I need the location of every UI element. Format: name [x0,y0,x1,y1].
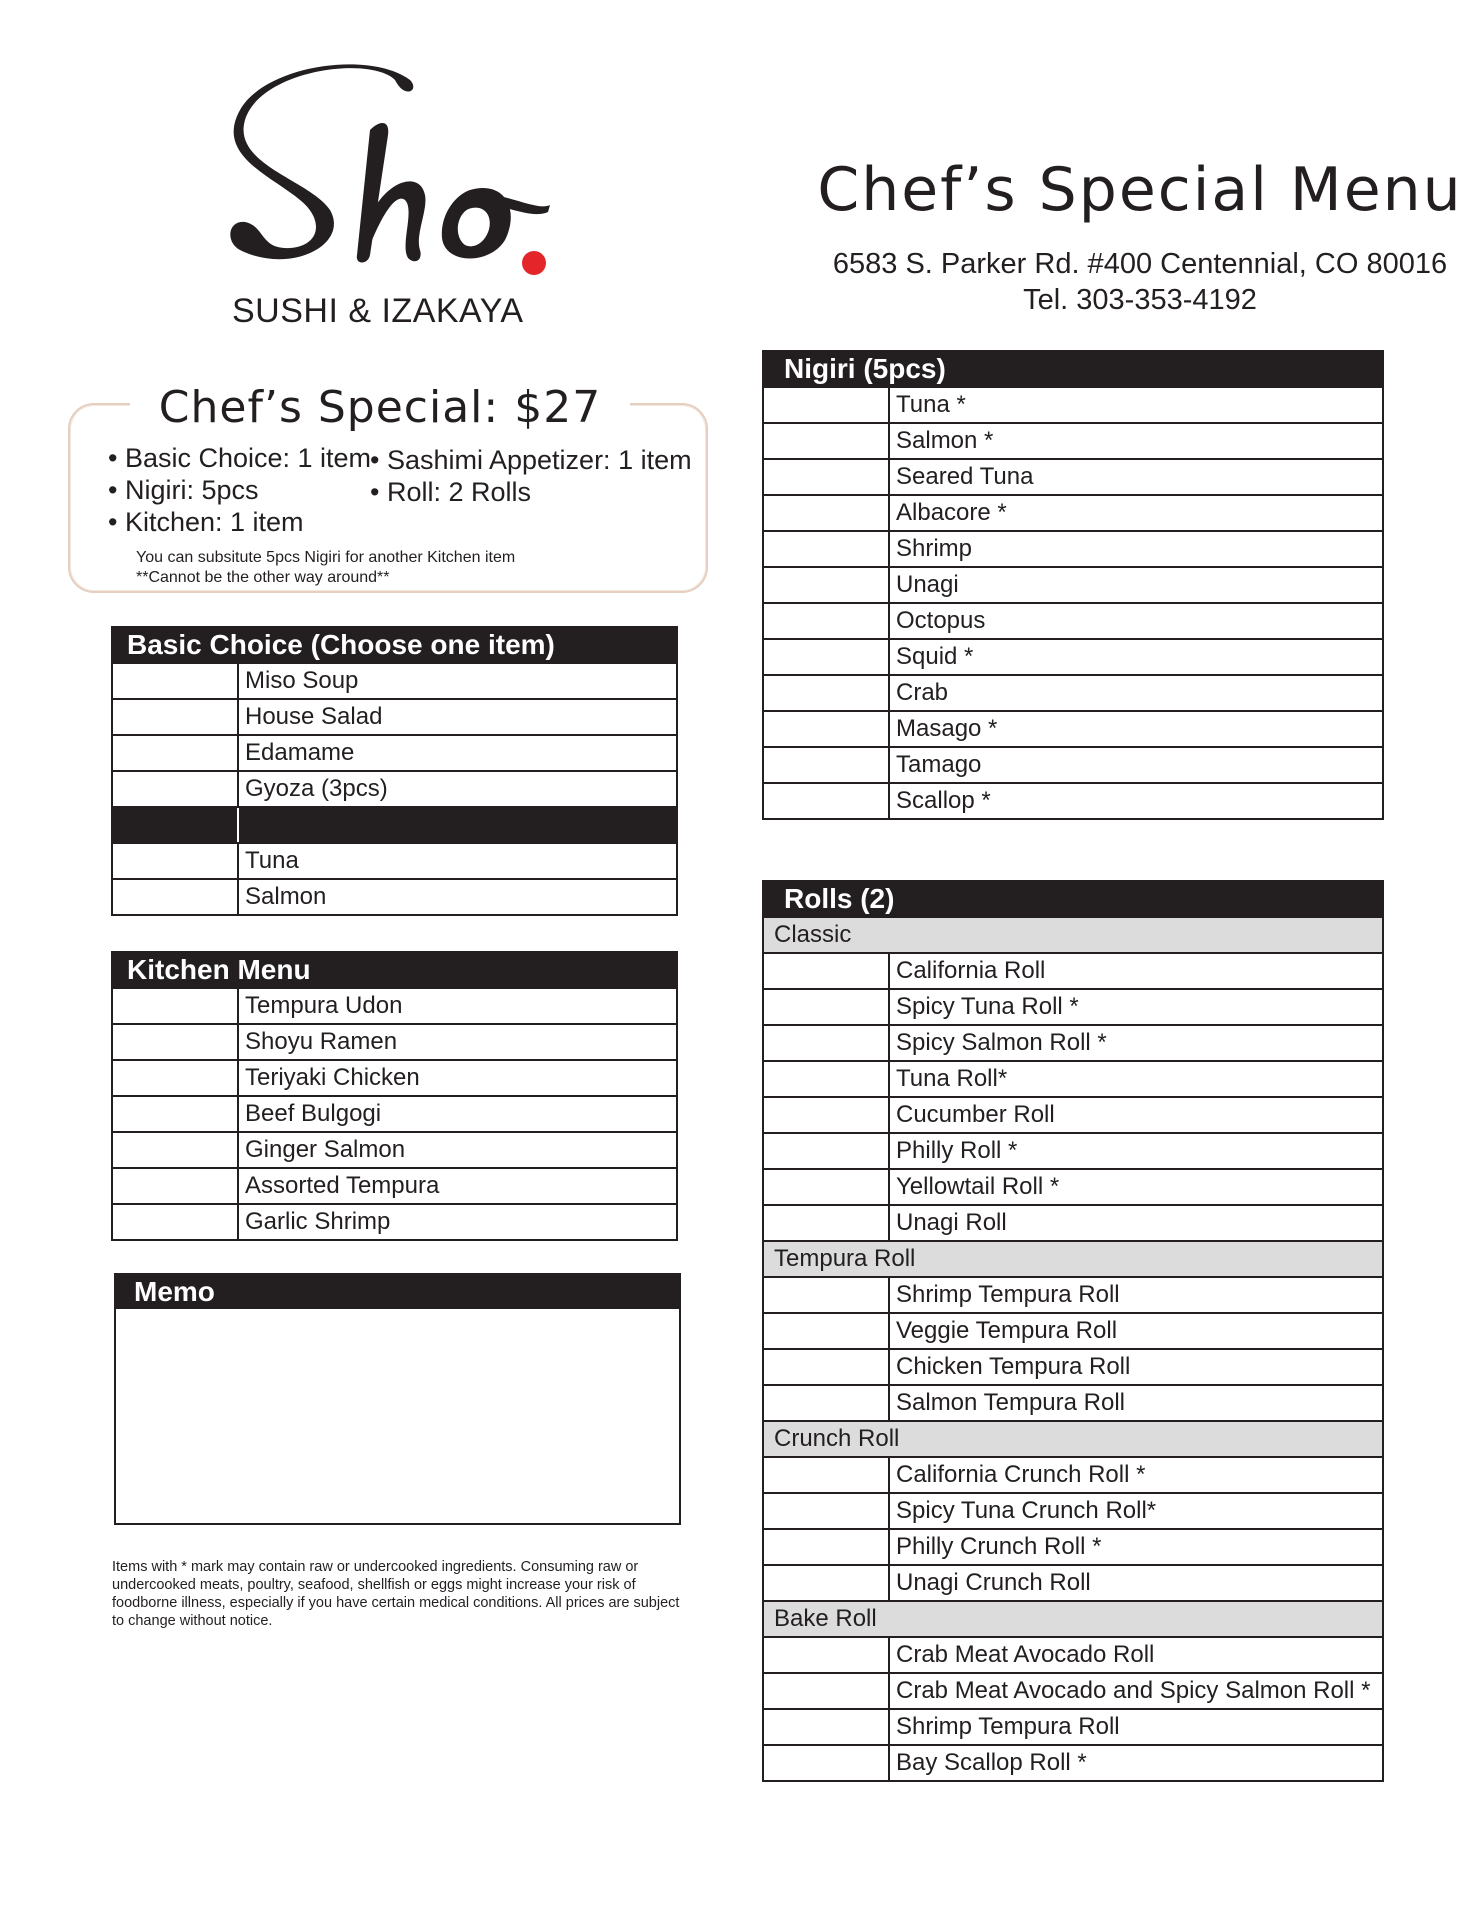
item-name: Edamame [245,739,355,766]
table-row[interactable] [764,1168,1382,1204]
special-item: • Kitchen: 1 item [108,507,304,537]
checkbox-cell[interactable] [113,989,239,1023]
checkbox-cell[interactable] [764,532,890,566]
item-name: Crab [896,679,949,706]
disclaimer: Items with * mark may contain raw or undercooked ingredients. Consuming raw or undercooked meats, poultry, seafood, shellfish or eggs might increase your risk of foodborne illness, especially if you have certain medical conditions. All prices are subject to change without notice. [112,1559,680,1629]
table-row[interactable] [764,1636,1382,1672]
item-name: Albacore * [896,499,1007,526]
checkbox-cell[interactable] [764,496,890,530]
item-name: House Salad [245,703,383,730]
logo-red-dot [522,251,546,275]
item-name: Seared Tuna [896,463,1034,490]
special-note [136,548,515,588]
table-row[interactable] [764,1564,1382,1600]
table-row[interactable] [764,494,1382,530]
memo-header: Memo [116,1275,679,1309]
table-divider-row [113,806,676,842]
checkbox-cell[interactable] [764,640,890,674]
item-name: Philly Crunch Roll * [896,1533,1102,1560]
item-name: Spicy Salmon Roll * [896,1029,1107,1056]
item-name: Shoyu Ramen [245,1028,398,1055]
item-name: Tuna * [896,391,966,418]
checkbox-cell[interactable] [764,460,890,494]
table-row[interactable] [764,1312,1382,1348]
checkbox-cell[interactable] [764,1314,890,1348]
checkbox-cell[interactable] [764,1494,890,1528]
table-row[interactable] [764,1348,1382,1384]
roll-category: Classic [764,916,1382,952]
checkbox-cell[interactable] [113,700,239,734]
table-row[interactable] [764,952,1382,988]
table-row[interactable] [764,1384,1382,1420]
item-name: Unagi Roll [896,1209,1007,1236]
checkbox-cell[interactable] [113,880,239,914]
item-name: Assorted Tempura [245,1172,440,1199]
item-name: Miso Soup [245,667,359,694]
checkbox-cell[interactable] [764,676,890,710]
item-name: Beef Bulgogi [245,1100,382,1127]
special-item: • Nigiri: 5pcs [108,475,259,505]
sho-logo-mark [220,60,550,290]
item-name: Salmon Tempura Roll [896,1389,1125,1416]
table-row[interactable] [113,1095,676,1131]
special-title: Chef’s Special: $27 [130,382,630,433]
table-row[interactable] [113,1059,676,1095]
item-name: Veggie Tempura Roll [896,1317,1118,1344]
roll-category: Crunch Roll [764,1420,1382,1456]
item-name: Ginger Salmon [245,1136,406,1163]
item-name: Crab Meat Avocado Roll [896,1641,1155,1668]
table-row[interactable] [764,1060,1382,1096]
item-name: Shrimp Tempura Roll [896,1281,1120,1308]
kitchen-table [111,951,678,1241]
table-row[interactable] [764,782,1382,818]
special-note-line: You can subsitute 5pcs Nigiri for another Kitchen item [136,549,516,566]
item-name: Gyoza (3pcs) [245,775,388,802]
item-name: Salmon [245,883,327,910]
checkbox-cell[interactable] [764,1386,890,1420]
checkbox-cell[interactable] [764,388,890,422]
table-row[interactable] [113,878,676,914]
item-name: Bay Scallop Roll * [896,1749,1087,1776]
checkbox-cell[interactable] [764,954,890,988]
checkbox-cell[interactable] [113,664,239,698]
item-name: Cucumber Roll [896,1101,1055,1128]
item-name: Shrimp Tempura Roll [896,1713,1120,1740]
item-name: California Roll [896,957,1046,984]
table-row[interactable] [764,1744,1382,1780]
checkbox-cell[interactable] [764,1350,890,1384]
item-name: Unagi [896,571,959,598]
checkbox-cell[interactable] [764,1530,890,1564]
table-row[interactable] [764,1672,1382,1708]
table-row[interactable] [764,1024,1382,1060]
checkbox-cell[interactable] [113,1133,239,1167]
item-name: Spicy Tuna Crunch Roll* [896,1497,1157,1524]
rolls-rows [764,916,1382,1780]
item-name [239,808,245,842]
table-row[interactable] [764,386,1382,422]
item-name: Shrimp [896,535,973,562]
table-row[interactable] [764,1276,1382,1312]
item-name: Squid * [896,643,974,670]
checkbox-cell[interactable] [764,1026,890,1060]
special-right-list [370,444,692,508]
item-name: Crab Meat Avocado and Spicy Salmon Roll * [896,1677,1371,1704]
item-name: Chicken Tempura Roll [896,1353,1131,1380]
item-name: Garlic Shrimp [245,1208,391,1235]
roll-category: Tempura Roll [764,1240,1382,1276]
nigiri-rows [764,386,1382,818]
table-row[interactable] [764,674,1382,710]
nigiri-table [762,350,1384,820]
basic-choice-header: Basic Choice (Choose one item) [113,628,676,662]
item-name: Unagi Crunch Roll [896,1569,1091,1596]
item-name: Tamago [896,751,982,778]
table-row[interactable] [764,458,1382,494]
checkbox-cell[interactable] [764,1458,890,1492]
logo-tagline: SUSHI & IZAKAYA [232,292,524,330]
checkbox-cell[interactable] [764,1638,890,1672]
kitchen-header: Kitchen Menu [113,953,676,987]
page-title: Chef’s Special Menu [817,155,1463,225]
table-row[interactable] [764,988,1382,1024]
item-name: Tempura Udon [245,992,403,1019]
table-row[interactable] [113,770,676,806]
table-row[interactable] [764,1528,1382,1564]
table-row[interactable] [764,1708,1382,1744]
checkbox-cell[interactable] [113,1097,239,1131]
item-name: Masago * [896,715,998,742]
checkbox-cell[interactable] [764,1170,890,1204]
checkbox-cell[interactable] [764,568,890,602]
checkbox-cell[interactable] [113,844,239,878]
item-name: Tuna [245,847,299,874]
roll-category: Bake Roll [764,1600,1382,1636]
item-name: Spicy Tuna Roll * [896,993,1079,1020]
table-row[interactable] [113,842,676,878]
item-name: Philly Roll * [896,1137,1018,1164]
checkbox-cell[interactable] [764,1710,890,1744]
item-name: Octopus [896,607,986,634]
table-row[interactable] [764,638,1382,674]
table-row[interactable] [113,698,676,734]
table-row[interactable] [113,1131,676,1167]
checkbox-cell[interactable] [113,772,239,806]
table-row[interactable] [764,746,1382,782]
table-row[interactable] [764,530,1382,566]
checkbox-cell[interactable] [764,712,890,746]
checkbox-cell[interactable] [113,1205,239,1239]
special-item: • Sashimi Appetizer: 1 item [370,445,692,475]
special-item: • Roll: 2 Rolls [370,477,531,507]
checkbox-cell[interactable] [764,424,890,458]
checkbox-cell[interactable] [113,736,239,770]
phone: Tel. 303-353-4192 [1023,284,1257,316]
table-row[interactable] [113,1167,676,1203]
checkbox-cell[interactable] [764,990,890,1024]
item-name: Yellowtail Roll * [896,1173,1060,1200]
item-name: Teriyaki Chicken [245,1064,420,1091]
rolls-header: Rolls (2) [764,882,1382,916]
checkbox-cell[interactable] [764,1134,890,1168]
table-row[interactable] [764,1204,1382,1240]
checkbox-cell[interactable] [764,1746,890,1780]
table-row[interactable] [764,1456,1382,1492]
item-name: Scallop * [896,787,991,814]
checkbox-cell[interactable] [764,1206,890,1240]
checkbox-cell[interactable] [764,1566,890,1600]
table-row[interactable] [113,1023,676,1059]
special-item: • Basic Choice: 1 item [108,443,372,473]
table-row[interactable] [113,987,676,1023]
checkbox-cell[interactable] [113,1025,239,1059]
divider-cell [113,808,239,842]
checkbox-cell[interactable] [764,784,890,818]
checkbox-cell[interactable] [764,1278,890,1312]
item-name: Salmon * [896,427,994,454]
checkbox-cell[interactable] [764,1098,890,1132]
table-row[interactable] [113,662,676,698]
special-left-list [108,442,371,538]
table-row[interactable] [764,710,1382,746]
table-row[interactable] [764,1096,1382,1132]
table-row[interactable] [764,1132,1382,1168]
rolls-table [762,880,1384,1782]
address: 6583 S. Parker Rd. #400 Centennial, CO 80016 [832,248,1448,280]
table-row[interactable] [764,566,1382,602]
restaurant-contact [760,246,1484,318]
item-name: Tuna Roll* [896,1065,1008,1092]
memo-area[interactable] [116,1309,679,1523]
nigiri-header: Nigiri (5pcs) [764,352,1382,386]
brand-logo [220,60,550,330]
special-note-line: **Cannot be the other way around** [136,569,390,586]
checkbox-cell[interactable] [764,604,890,638]
checkbox-cell[interactable] [764,748,890,782]
table-row[interactable] [764,602,1382,638]
table-row[interactable] [113,1203,676,1239]
table-row[interactable] [113,734,676,770]
checkbox-cell[interactable] [113,1169,239,1203]
table-row[interactable] [764,422,1382,458]
basic-choice-table [111,626,678,916]
checkbox-cell[interactable] [113,1061,239,1095]
memo-box [114,1273,681,1525]
checkbox-cell[interactable] [764,1062,890,1096]
checkbox-cell[interactable] [764,1674,890,1708]
item-name: California Crunch Roll * [896,1461,1146,1488]
table-row[interactable] [764,1492,1382,1528]
